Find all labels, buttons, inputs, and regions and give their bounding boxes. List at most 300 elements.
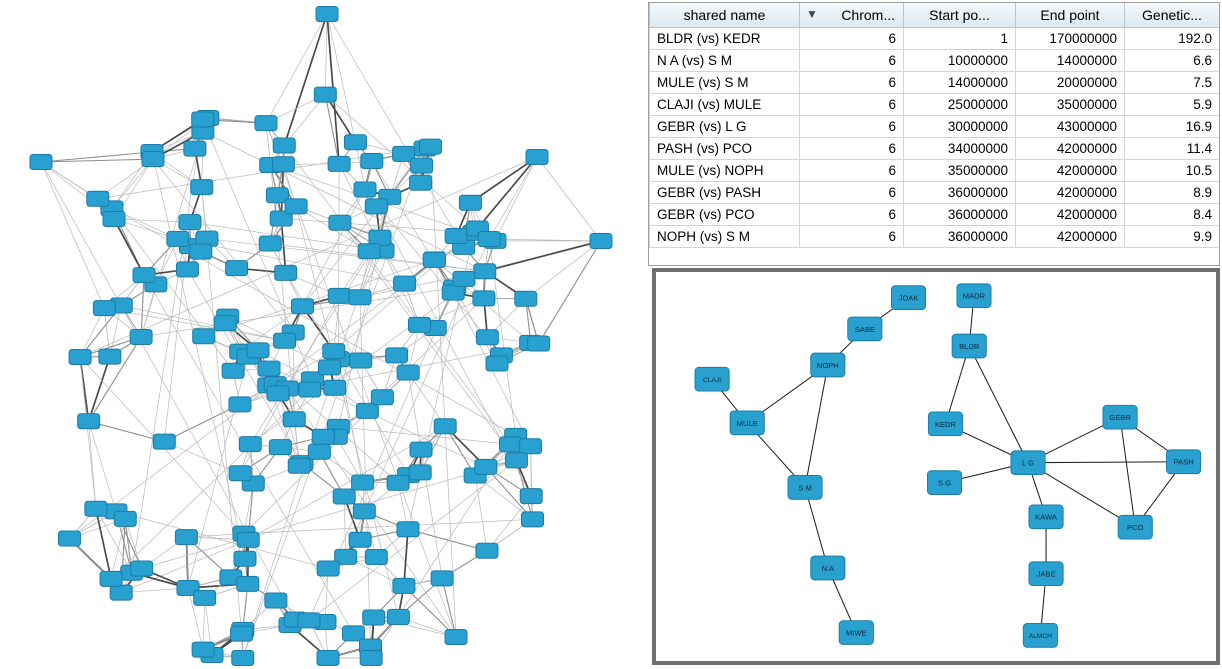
main-network-node-rect[interactable] — [356, 403, 378, 418]
main-network-node[interactable] — [363, 610, 385, 625]
main-network-node-rect[interactable] — [265, 593, 287, 608]
main-network-node-rect[interactable] — [130, 329, 152, 344]
main-network-node-rect[interactable] — [520, 489, 542, 504]
main-network-node[interactable] — [387, 475, 409, 490]
column-header-genetic[interactable]: Genetic... — [1125, 3, 1220, 28]
main-network-node[interactable] — [110, 585, 132, 600]
main-network-node[interactable] — [272, 157, 294, 172]
main-network-node[interactable] — [520, 439, 542, 454]
subnetwork-node[interactable] — [1103, 405, 1137, 429]
subnetwork-node-rect[interactable] — [927, 471, 961, 495]
main-network-node[interactable] — [411, 158, 433, 173]
main-network-node-rect[interactable] — [410, 175, 432, 190]
main-network-node-rect[interactable] — [358, 244, 380, 259]
main-network-node-rect[interactable] — [258, 361, 280, 376]
main-network-node[interactable] — [269, 440, 291, 455]
subnetwork-canvas[interactable] — [652, 268, 1220, 665]
main-network-node-rect[interactable] — [328, 156, 350, 171]
subnetwork-node-rect[interactable] — [848, 317, 882, 341]
main-network-node[interactable] — [356, 403, 378, 418]
main-network-node-rect[interactable] — [99, 349, 121, 364]
main-network-node-rect[interactable] — [515, 291, 537, 306]
main-network-node-rect[interactable] — [363, 610, 385, 625]
column-header-chromosome[interactable] — [800, 3, 904, 28]
main-network-node-rect[interactable] — [486, 356, 508, 371]
data-table-panel[interactable] — [648, 2, 1220, 266]
main-network-nodes[interactable] — [30, 7, 612, 666]
subnetwork-node[interactable] — [811, 556, 845, 580]
main-network-node-rect[interactable] — [329, 215, 351, 230]
main-network-node-rect[interactable] — [476, 543, 498, 558]
subnetwork-node-rect[interactable] — [1023, 624, 1057, 648]
main-network-node[interactable] — [275, 265, 297, 280]
main-network-node-rect[interactable] — [365, 199, 387, 214]
main-network-node[interactable] — [194, 590, 216, 605]
main-network-node[interactable] — [176, 262, 198, 277]
main-network-node-rect[interactable] — [473, 291, 495, 306]
main-network-node-rect[interactable] — [431, 571, 453, 586]
main-network-node-rect[interactable] — [78, 414, 100, 429]
main-network-node[interactable] — [317, 561, 339, 576]
main-network-node-rect[interactable] — [269, 440, 291, 455]
main-network-node[interactable] — [319, 360, 341, 375]
main-network-node-rect[interactable] — [247, 343, 269, 358]
main-network-node[interactable] — [408, 317, 430, 332]
main-network-node-rect[interactable] — [522, 512, 544, 527]
main-network-node[interactable] — [358, 244, 380, 259]
main-network-node-rect[interactable] — [232, 651, 254, 666]
main-network-node-rect[interactable] — [288, 458, 310, 473]
main-network-node-rect[interactable] — [285, 199, 307, 214]
main-network-node[interactable] — [258, 361, 280, 376]
subnetwork-node-rect[interactable] — [928, 412, 962, 436]
main-network-node[interactable] — [387, 609, 409, 624]
table-row[interactable] — [650, 116, 1220, 138]
main-network-node-rect[interactable] — [476, 330, 498, 345]
main-network-node-rect[interactable] — [184, 141, 206, 156]
main-network-node[interactable] — [369, 230, 391, 245]
main-network-node-rect[interactable] — [176, 262, 198, 277]
main-network-node-rect[interactable] — [175, 530, 197, 545]
main-network-node-rect[interactable] — [423, 252, 445, 267]
main-network-node-rect[interactable] — [499, 437, 521, 452]
table-row[interactable] — [650, 138, 1220, 160]
table-row[interactable] — [650, 182, 1220, 204]
main-network-node[interactable] — [190, 244, 212, 259]
main-network-node[interactable] — [234, 551, 256, 566]
main-network-node[interactable] — [231, 626, 253, 641]
main-network-node-rect[interactable] — [442, 285, 464, 300]
filter-icon[interactable]: ▼ — [806, 7, 818, 21]
main-network-node[interactable] — [100, 571, 122, 586]
main-network-node[interactable] — [397, 522, 419, 537]
table-row[interactable] — [650, 94, 1220, 116]
main-network-node[interactable] — [222, 363, 244, 378]
subnetwork-node[interactable] — [839, 621, 873, 645]
main-network-node-rect[interactable] — [291, 299, 313, 314]
main-network-node-rect[interactable] — [478, 232, 500, 247]
subnetwork-node[interactable] — [1011, 451, 1045, 475]
main-network-node-rect[interactable] — [409, 465, 431, 480]
main-network-node[interactable] — [232, 651, 254, 666]
subnetwork-node-rect[interactable] — [1118, 515, 1152, 539]
main-network-node[interactable] — [442, 285, 464, 300]
main-network-node-rect[interactable] — [344, 135, 366, 150]
main-network-node[interactable] — [226, 261, 248, 276]
main-network-node[interactable] — [475, 459, 497, 474]
main-network-node[interactable] — [354, 182, 376, 197]
main-network-node[interactable] — [69, 350, 91, 365]
main-network-node[interactable] — [229, 397, 251, 412]
main-network-node-rect[interactable] — [350, 353, 372, 368]
main-network-node-rect[interactable] — [445, 228, 467, 243]
main-network-node[interactable] — [316, 7, 338, 22]
main-network-node[interactable] — [393, 578, 415, 593]
main-network-node[interactable] — [179, 215, 201, 230]
main-network-node-rect[interactable] — [239, 437, 261, 452]
main-network-node[interactable] — [394, 276, 416, 291]
subnetwork-node-rect[interactable] — [695, 367, 729, 391]
main-network-node[interactable] — [93, 301, 115, 316]
main-network-node-rect[interactable] — [314, 87, 336, 102]
main-network-node[interactable] — [288, 458, 310, 473]
table-body[interactable] — [650, 28, 1220, 248]
main-network-node[interactable] — [130, 329, 152, 344]
main-network-node[interactable] — [85, 501, 107, 516]
subnetwork-node-rect[interactable] — [957, 284, 991, 308]
main-network-node-rect[interactable] — [474, 264, 496, 279]
main-network-node-rect[interactable] — [231, 626, 253, 641]
main-network-node[interactable] — [133, 268, 155, 283]
subnetwork-node[interactable] — [1023, 624, 1057, 648]
main-network-node[interactable] — [131, 561, 153, 576]
main-network-node[interactable] — [237, 576, 259, 591]
main-network-node[interactable] — [291, 299, 313, 314]
main-network-node-rect[interactable] — [298, 613, 320, 628]
main-network-node[interactable] — [360, 651, 382, 666]
main-network-node[interactable] — [420, 139, 442, 154]
main-network-node[interactable] — [265, 593, 287, 608]
main-network-node-rect[interactable] — [445, 630, 467, 645]
main-network-node[interactable] — [193, 329, 215, 344]
main-network-node[interactable] — [522, 512, 544, 527]
main-network-node-rect[interactable] — [317, 651, 339, 666]
main-network-node[interactable] — [478, 232, 500, 247]
main-network-node-rect[interactable] — [397, 522, 419, 537]
subnetwork-node-rect[interactable] — [952, 334, 986, 358]
main-network-node[interactable] — [99, 349, 121, 364]
subnetwork-node[interactable] — [891, 286, 925, 310]
table-row[interactable] — [650, 72, 1220, 94]
main-network-node-rect[interactable] — [153, 434, 175, 449]
subnetwork-node-rect[interactable] — [730, 411, 764, 435]
main-network-node[interactable] — [349, 532, 371, 547]
main-network-node[interactable] — [365, 199, 387, 214]
main-network-node-rect[interactable] — [526, 150, 548, 165]
subnetwork-node-rect[interactable] — [891, 286, 925, 310]
subnetwork-node[interactable] — [927, 471, 961, 495]
main-network-node-rect[interactable] — [267, 386, 289, 401]
main-network-node-rect[interactable] — [349, 532, 371, 547]
main-network-node[interactable] — [283, 412, 305, 427]
column-header-start-point[interactable]: Start po... — [904, 3, 1016, 28]
main-network-node-rect[interactable] — [590, 234, 612, 249]
subnetwork-node[interactable] — [952, 334, 986, 358]
main-network-node[interactable] — [192, 112, 214, 127]
main-network-node[interactable] — [273, 138, 295, 153]
main-network-node[interactable] — [590, 234, 612, 249]
table-row[interactable] — [650, 160, 1220, 182]
subnetwork-node[interactable] — [788, 476, 822, 500]
main-network-node[interactable] — [515, 291, 537, 306]
main-network-node-rect[interactable] — [85, 501, 107, 516]
main-network-node[interactable] — [486, 356, 508, 371]
main-network-node-rect[interactable] — [259, 236, 281, 251]
main-network-node-rect[interactable] — [69, 350, 91, 365]
main-network-node-rect[interactable] — [275, 265, 297, 280]
main-network-node-rect[interactable] — [520, 439, 542, 454]
main-network-node[interactable] — [459, 195, 481, 210]
main-network-node[interactable] — [352, 475, 374, 490]
main-network-node[interactable] — [423, 252, 445, 267]
main-network-node[interactable] — [229, 466, 251, 481]
main-network-node-rect[interactable] — [194, 590, 216, 605]
main-network-node-rect[interactable] — [316, 7, 338, 22]
main-network-node[interactable] — [114, 511, 136, 526]
main-network-node-rect[interactable] — [528, 336, 550, 351]
main-network-node[interactable] — [476, 330, 498, 345]
main-network-node-rect[interactable] — [190, 244, 212, 259]
main-network-node[interactable] — [239, 437, 261, 452]
main-network-node[interactable] — [328, 156, 350, 171]
subnetwork-svg[interactable] — [656, 272, 1216, 661]
column-header-shared-name[interactable]: shared name — [650, 3, 800, 28]
main-network-node-rect[interactable] — [361, 154, 383, 169]
main-network-node-rect[interactable] — [333, 489, 355, 504]
main-network-node[interactable] — [267, 386, 289, 401]
subnetwork-node[interactable] — [1167, 450, 1201, 474]
main-network-node[interactable] — [298, 613, 320, 628]
main-network-node-rect[interactable] — [505, 453, 527, 468]
main-network-node[interactable] — [328, 288, 350, 303]
subnetwork-node-rect[interactable] — [839, 621, 873, 645]
table-row[interactable] — [650, 204, 1220, 226]
table-row[interactable] — [650, 226, 1220, 248]
main-network-node[interactable] — [191, 180, 213, 195]
main-network-node[interactable] — [410, 175, 432, 190]
main-network-node-rect[interactable] — [193, 329, 215, 344]
main-network-node-rect[interactable] — [179, 215, 201, 230]
main-network-node[interactable] — [247, 343, 269, 358]
table-row[interactable] — [650, 28, 1220, 50]
main-network-node-rect[interactable] — [411, 158, 433, 173]
subnetwork-node-rect[interactable] — [811, 556, 845, 580]
main-network-node[interactable] — [410, 442, 432, 457]
main-network-node-rect[interactable] — [110, 585, 132, 600]
main-network-node[interactable] — [142, 152, 164, 167]
main-network-node-rect[interactable] — [299, 382, 321, 397]
main-network-node[interactable] — [167, 231, 189, 246]
subnetwork-node-rect[interactable] — [1029, 562, 1063, 586]
main-network-node-rect[interactable] — [365, 550, 387, 565]
main-network-node-rect[interactable] — [394, 276, 416, 291]
main-network-node[interactable] — [445, 630, 467, 645]
main-network-node-rect[interactable] — [192, 642, 214, 657]
main-network-node[interactable] — [299, 382, 321, 397]
main-network-node-rect[interactable] — [133, 268, 155, 283]
main-network-node-rect[interactable] — [387, 609, 409, 624]
main-network-node[interactable] — [175, 530, 197, 545]
main-network-node[interactable] — [30, 155, 52, 170]
main-network-node-rect[interactable] — [352, 475, 374, 490]
subnetwork-node[interactable] — [1029, 562, 1063, 586]
main-network-node[interactable] — [520, 489, 542, 504]
main-network-node-rect[interactable] — [324, 380, 346, 395]
main-network-node[interactable] — [505, 453, 527, 468]
subnetwork-node-rect[interactable] — [811, 353, 845, 377]
main-network-node-rect[interactable] — [100, 571, 122, 586]
main-network-node[interactable] — [453, 271, 475, 286]
main-network-node[interactable] — [476, 543, 498, 558]
main-network-node-rect[interactable] — [58, 531, 80, 546]
subnetwork-nodes[interactable] — [695, 284, 1201, 647]
main-network-node[interactable] — [329, 215, 351, 230]
subnetwork-node-rect[interactable] — [1167, 450, 1201, 474]
main-network-node[interactable] — [434, 419, 456, 434]
column-header-end-point[interactable]: End point — [1016, 3, 1125, 28]
main-network-node-rect[interactable] — [274, 333, 296, 348]
subnetwork-node-rect[interactable] — [788, 476, 822, 500]
main-network-node-rect[interactable] — [255, 116, 277, 131]
main-network-node-rect[interactable] — [30, 155, 52, 170]
main-network-node[interactable] — [473, 291, 495, 306]
main-network-node-rect[interactable] — [93, 301, 115, 316]
main-network-node-rect[interactable] — [237, 532, 259, 547]
main-network-node-rect[interactable] — [226, 261, 248, 276]
main-network-node[interactable] — [78, 414, 100, 429]
main-network-node[interactable] — [344, 135, 366, 150]
main-network-node[interactable] — [397, 365, 419, 380]
main-network-node-rect[interactable] — [386, 348, 408, 363]
main-network-node[interactable] — [349, 290, 371, 305]
main-network-node-rect[interactable] — [237, 576, 259, 591]
subnetwork-node-rect[interactable] — [1029, 505, 1063, 529]
subnetwork-node-rect[interactable] — [1103, 405, 1137, 429]
main-network-node-rect[interactable] — [214, 316, 236, 331]
main-network-node[interactable] — [350, 353, 372, 368]
main-network-node-rect[interactable] — [354, 182, 376, 197]
main-network-node[interactable] — [324, 380, 346, 395]
main-network-node-rect[interactable] — [283, 412, 305, 427]
main-network-node[interactable] — [255, 116, 277, 131]
main-network-node-rect[interactable] — [453, 271, 475, 286]
subnetwork-node[interactable] — [811, 353, 845, 377]
main-network-node[interactable] — [237, 532, 259, 547]
main-network-node[interactable] — [323, 344, 345, 359]
subnetwork-node[interactable] — [695, 367, 729, 391]
main-network-node[interactable] — [365, 550, 387, 565]
main-network-node-rect[interactable] — [273, 138, 295, 153]
main-network-node[interactable] — [474, 264, 496, 279]
main-network-node-rect[interactable] — [349, 290, 371, 305]
main-network-node[interactable] — [184, 141, 206, 156]
table-row[interactable] — [650, 50, 1220, 72]
main-network-node[interactable] — [285, 199, 307, 214]
main-network-node-rect[interactable] — [272, 157, 294, 172]
main-network-node[interactable] — [526, 150, 548, 165]
main-network-node-rect[interactable] — [103, 212, 125, 227]
main-network-node-rect[interactable] — [308, 444, 330, 459]
main-network-node-rect[interactable] — [328, 288, 350, 303]
main-network-node[interactable] — [499, 437, 521, 452]
main-network-node[interactable] — [528, 336, 550, 351]
main-network-node[interactable] — [445, 228, 467, 243]
subnetwork-node[interactable] — [848, 317, 882, 341]
main-network-node-rect[interactable] — [142, 152, 164, 167]
subnetwork-node-rect[interactable] — [1011, 451, 1045, 475]
main-network-node-rect[interactable] — [234, 551, 256, 566]
main-network-node-rect[interactable] — [317, 561, 339, 576]
subnetwork-node[interactable] — [1029, 505, 1063, 529]
main-network-node[interactable] — [431, 571, 453, 586]
main-network-node-rect[interactable] — [87, 191, 109, 206]
main-network-node[interactable] — [317, 651, 339, 666]
main-network-node-rect[interactable] — [420, 139, 442, 154]
main-network-node[interactable] — [87, 191, 109, 206]
main-network-node[interactable] — [103, 212, 125, 227]
main-network-node-rect[interactable] — [371, 390, 393, 405]
main-network-node-rect[interactable] — [353, 504, 375, 519]
main-network-node[interactable] — [386, 348, 408, 363]
main-network-node[interactable] — [314, 87, 336, 102]
main-network-node-rect[interactable] — [408, 317, 430, 332]
main-network-node-rect[interactable] — [410, 442, 432, 457]
subnetwork-node[interactable] — [957, 284, 991, 308]
main-network-node[interactable] — [58, 531, 80, 546]
main-network-node-rect[interactable] — [191, 180, 213, 195]
subnetwork-node[interactable] — [1118, 515, 1152, 539]
main-network-node-rect[interactable] — [167, 231, 189, 246]
main-network-node-rect[interactable] — [360, 651, 382, 666]
main-network-node-rect[interactable] — [192, 112, 214, 127]
main-network-node[interactable] — [333, 489, 355, 504]
main-network-node-rect[interactable] — [131, 561, 153, 576]
main-network-node-rect[interactable] — [323, 344, 345, 359]
main-network-node-rect[interactable] — [229, 466, 251, 481]
main-network-node-rect[interactable] — [222, 363, 244, 378]
main-network-node-rect[interactable] — [369, 230, 391, 245]
main-network-node[interactable] — [274, 333, 296, 348]
main-network-node-rect[interactable] — [459, 195, 481, 210]
main-network-node[interactable] — [353, 504, 375, 519]
main-network-node[interactable] — [214, 316, 236, 331]
main-network-node-rect[interactable] — [229, 397, 251, 412]
main-network-node[interactable] — [409, 465, 431, 480]
main-network-node[interactable] — [361, 154, 383, 169]
main-network-node-rect[interactable] — [475, 459, 497, 474]
main-network-node[interactable] — [312, 429, 334, 444]
results-table[interactable] — [649, 3, 1220, 248]
main-network-node-rect[interactable] — [312, 429, 334, 444]
main-network-node-rect[interactable] — [434, 419, 456, 434]
main-network-node[interactable] — [192, 642, 214, 657]
main-network-node[interactable] — [308, 444, 330, 459]
main-network-node-rect[interactable] — [393, 578, 415, 593]
main-network-node-rect[interactable] — [397, 365, 419, 380]
subnetwork-node[interactable] — [730, 411, 764, 435]
main-network-node[interactable] — [153, 434, 175, 449]
main-network-node-rect[interactable] — [319, 360, 341, 375]
